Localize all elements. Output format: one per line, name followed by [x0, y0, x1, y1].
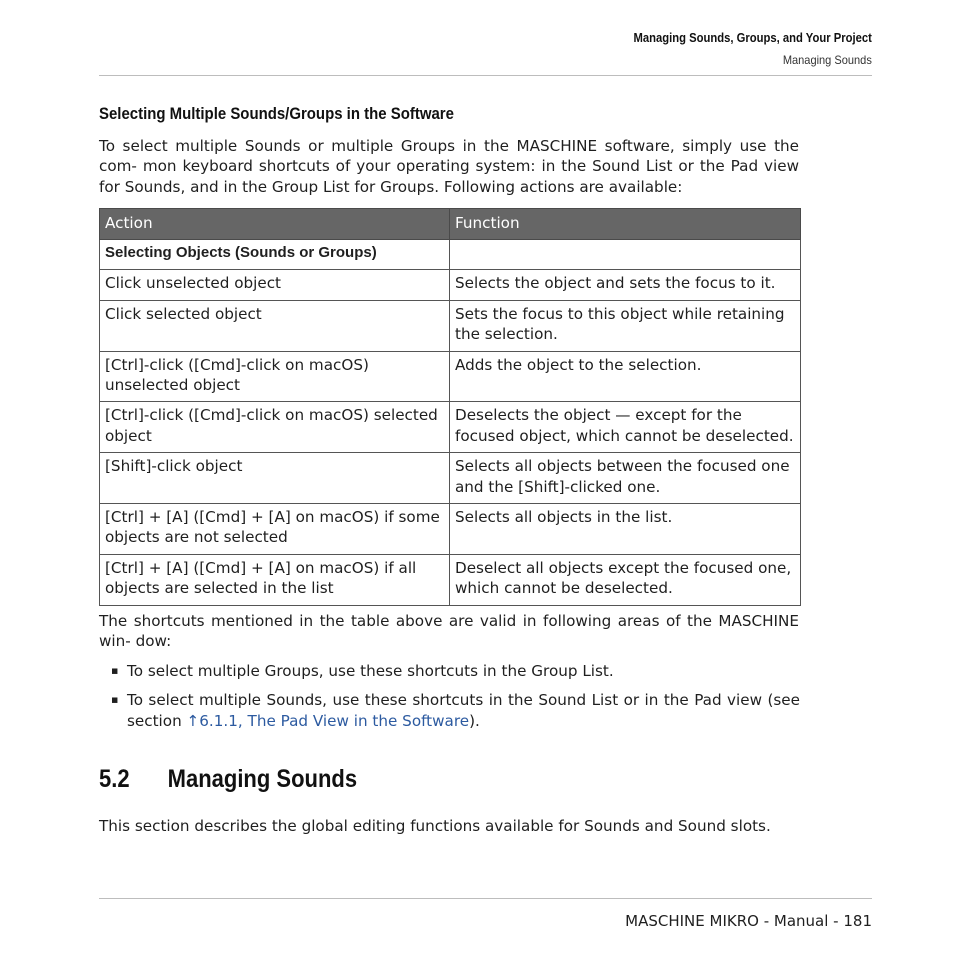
table-row	[100, 402, 801, 453]
list-item	[99, 661, 800, 681]
list-item-text: To select multiple Sounds, use these shortcuts in the Sound List or in the Pad view (see section	[127, 691, 800, 730]
function-cell: Selects all objects in the list.	[450, 504, 801, 555]
action-cell: [Ctrl] + [A] ([Cmd] + [A] on macOS) if all objects are selected in the list	[100, 554, 450, 605]
function-cell: Sets the focus to this object while retaining the selection.	[450, 300, 801, 351]
section-number: 5.2	[99, 765, 130, 793]
footer-rule	[99, 898, 872, 899]
bullet-list	[99, 661, 800, 740]
column-header-function: Function	[450, 209, 801, 240]
table-group-row	[100, 240, 801, 270]
function-cell: Selects the object and sets the focus to it.	[450, 270, 801, 300]
section-heading	[99, 765, 357, 794]
table-row	[100, 453, 801, 504]
table-row	[100, 351, 801, 402]
cross-reference-link[interactable]: ↑6.1.1, The Pad View in the Software	[186, 711, 470, 730]
action-cell: [Ctrl] + [A] ([Cmd] + [A] on macOS) if some objects are not selected	[100, 504, 450, 555]
page-footer: MASCHINE MIKRO - Manual - 181	[625, 912, 872, 930]
header-rule	[99, 75, 872, 76]
list-item	[99, 690, 800, 731]
after-table-paragraph: The shortcuts mentioned in the table above are valid in following areas of the MASCHINE win- dow:	[99, 612, 799, 651]
column-header-action: Action	[100, 209, 450, 240]
function-cell: Deselects the object — except for the focused object, which cannot be deselected.	[450, 402, 801, 453]
subsection-heading: Selecting Multiple Sounds/Groups in the Software	[99, 104, 454, 123]
list-item-text: To select multiple Groups, use these shortcuts in the Group List.	[127, 662, 614, 680]
table-row	[100, 270, 801, 300]
shortcut-table	[99, 208, 801, 606]
header-section-title: Managing Sounds	[782, 53, 872, 67]
group-label: Selecting Objects (Sounds or Groups)	[100, 240, 450, 270]
action-cell: Click selected object	[100, 300, 450, 351]
bullet-square-icon: ▪	[111, 693, 119, 707]
action-cell: Click unselected object	[100, 270, 450, 300]
function-cell: Adds the object to the selection.	[450, 351, 801, 402]
list-item-text-suffix: ).	[469, 711, 480, 730]
table-row	[100, 504, 801, 555]
intro-paragraph: To select multiple Sounds or multiple Groups in the MASCHINE software, simply use the com- mon keyboard shortcuts of your operating system: in the Sound List or the Pad view for Sounds, and in the Group List for Groups. Following actions are available:	[99, 137, 799, 196]
action-cell: [Shift]-click object	[100, 453, 450, 504]
group-empty-cell	[450, 240, 801, 270]
function-cell: Selects all objects between the focused one and the [Shift]-clicked one.	[450, 453, 801, 504]
section-intro-paragraph: This section describes the global editing functions available for Sounds and Sound slots.	[99, 817, 771, 835]
section-title: Managing Sounds	[167, 765, 358, 793]
header-chapter-title: Managing Sounds, Groups, and Your Project	[633, 31, 872, 45]
action-cell: [Ctrl]-click ([Cmd]-click on macOS) selected object	[100, 402, 450, 453]
action-cell: [Ctrl]-click ([Cmd]-click on macOS) unselected object	[100, 351, 450, 402]
table-header-row	[100, 209, 801, 240]
function-cell: Deselect all objects except the focused one, which cannot be deselected.	[450, 554, 801, 605]
bullet-square-icon: ▪	[111, 664, 119, 677]
running-header	[607, 31, 872, 67]
table-row	[100, 554, 801, 605]
table-row	[100, 300, 801, 351]
